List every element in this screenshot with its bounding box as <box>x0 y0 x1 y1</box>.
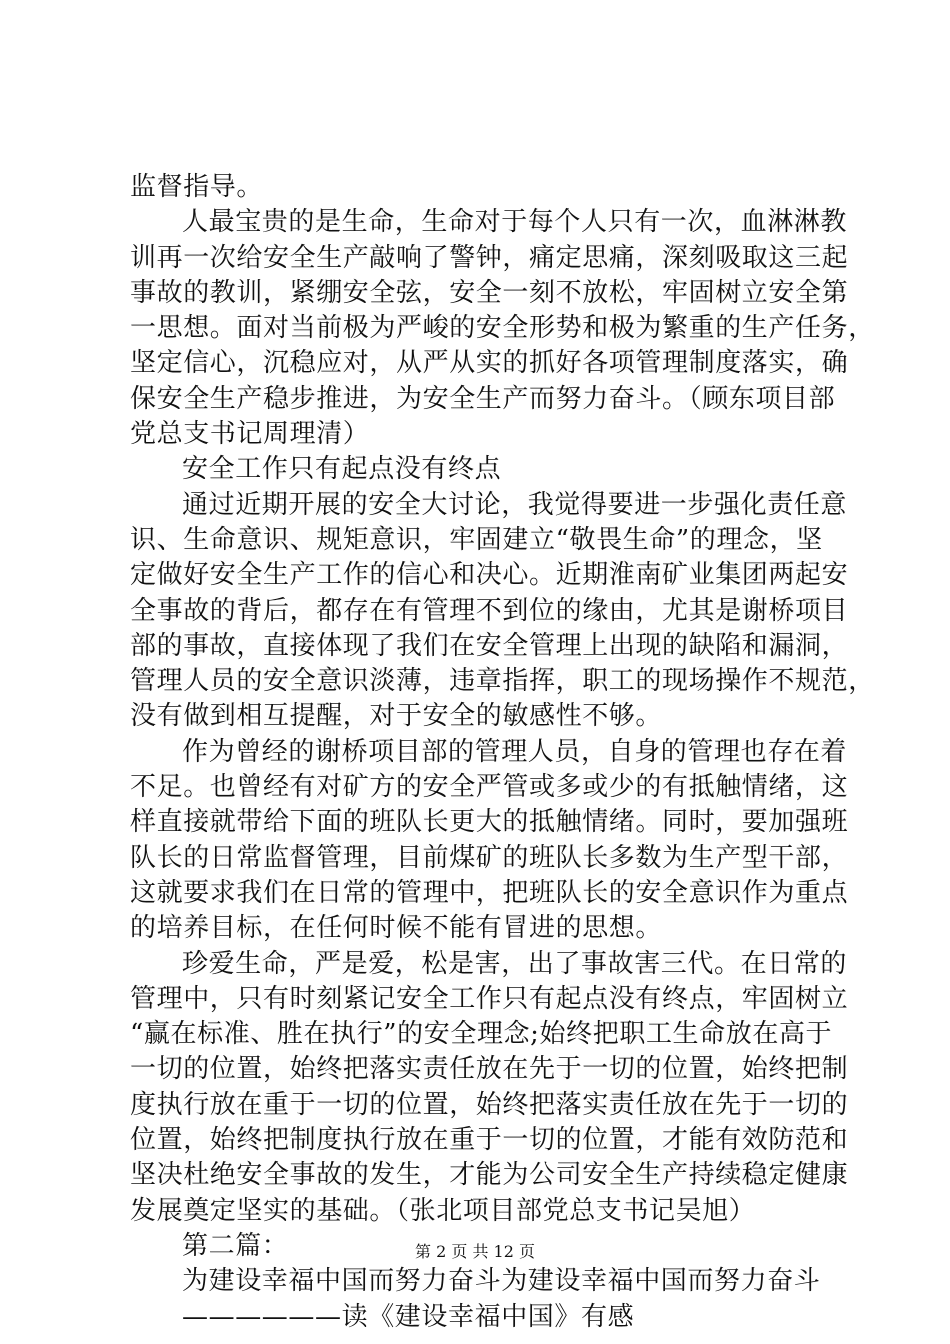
text-line: 作为曾经的谢桥项目部的管理人员，自身的管理也存在着 <box>182 736 848 767</box>
text-line: 发展奠定坚实的基础。（张北项目部党总支书记吴旭） <box>130 1195 756 1226</box>
text-line: ——————读《建设幸福中国》有感 <box>182 1301 635 1332</box>
text-line: “赢在标准、胜在执行”的安全理念;始终把职工生命放在高于 <box>130 1019 833 1050</box>
text-line: 度执行放在重于一切的位置，始终把落实责任放在先于一切的 <box>130 1089 849 1120</box>
text-line: 保安全生产稳步推进，为安全生产而努力奋斗。（顾东项目部 <box>130 383 836 414</box>
document-body <box>130 170 875 1335</box>
text-line: 没有做到相互提醒，对于安全的敏感性不够。 <box>130 701 663 732</box>
text-line: 第二篇： <box>182 1230 289 1261</box>
text-line: 坚决杜绝安全事故的发生，才能为公司安全生产持续稳定健康 <box>130 1160 849 1191</box>
text-line: 队长的日常监督管理，目前煤矿的班队长多数为生产型干部， <box>130 842 849 873</box>
text-line: 为建设幸福中国而努力奋斗为建设幸福中国而努力奋斗 <box>182 1266 821 1297</box>
text-line: 识、生命意识、规矩意识，牢固建立“敬畏生命”的理念，坚 <box>130 524 823 555</box>
text-line: 党总支书记周理清） <box>130 419 370 450</box>
text-line: 事故的教训，紧绷安全弦，安全一刻不放松，牢固树立安全第 <box>130 277 849 308</box>
page-footer: 第 2 页 共 12 页 <box>415 1242 535 1261</box>
text-line: 样直接就带给下面的班队长更大的抵触情绪。同时，要加强班 <box>130 807 849 838</box>
text-line: 人最宝贵的是生命，生命对于每个人只有一次，血淋淋教 <box>182 207 848 238</box>
text-line: 坚定信心，沉稳应对，从严从实的抓好各项管理制度落实，确 <box>130 348 849 379</box>
text-line: 一切的位置，始终把落实责任放在先于一切的位置，始终把制 <box>130 1054 849 1085</box>
text-line: 全事故的背后，都存在有管理不到位的缘由，尤其是谢桥项目 <box>130 595 849 626</box>
text-line: 监督指导。 <box>130 172 264 202</box>
text-line: 这就要求我们在日常的管理中，把班队长的安全意识作为重点 <box>130 877 849 908</box>
text-line: 管理人员的安全意识淡薄，违章指挥，职工的现场操作不规范， <box>130 666 875 697</box>
text-line: 珍爱生命，严是爱，松是害，出了事故害三代。在日常的 <box>182 948 848 979</box>
text-line: 管理中，只有时刻紧记安全工作只有起点没有终点，牢固树立 <box>130 983 849 1014</box>
text-line: 位置，始终把制度执行放在重于一切的位置，才能有效防范和 <box>130 1125 849 1156</box>
text-line: 部的事故，直接体现了我们在安全管理上出现的缺陷和漏洞， <box>130 630 849 661</box>
text-line: 通过近期开展的安全大讨论，我觉得要进一步强化责任意 <box>182 489 848 520</box>
text-line: 不足。也曾经有对矿方的安全严管或多或少的有抵触情绪，这 <box>130 772 849 803</box>
text-line: 的培养目标，在任何时候不能有冒进的思想。 <box>130 913 663 944</box>
text-line: 一思想。面对当前极为严峻的安全形势和极为繁重的生产任务， <box>130 313 875 344</box>
text-line: 安全工作只有起点没有终点 <box>182 454 502 485</box>
text-line: 定做好安全生产工作的信心和决心。近期淮南矿业集团两起安 <box>130 560 849 591</box>
text-line: 训再一次给安全生产敲响了警钟，痛定思痛，深刻吸取这三起 <box>130 242 849 273</box>
